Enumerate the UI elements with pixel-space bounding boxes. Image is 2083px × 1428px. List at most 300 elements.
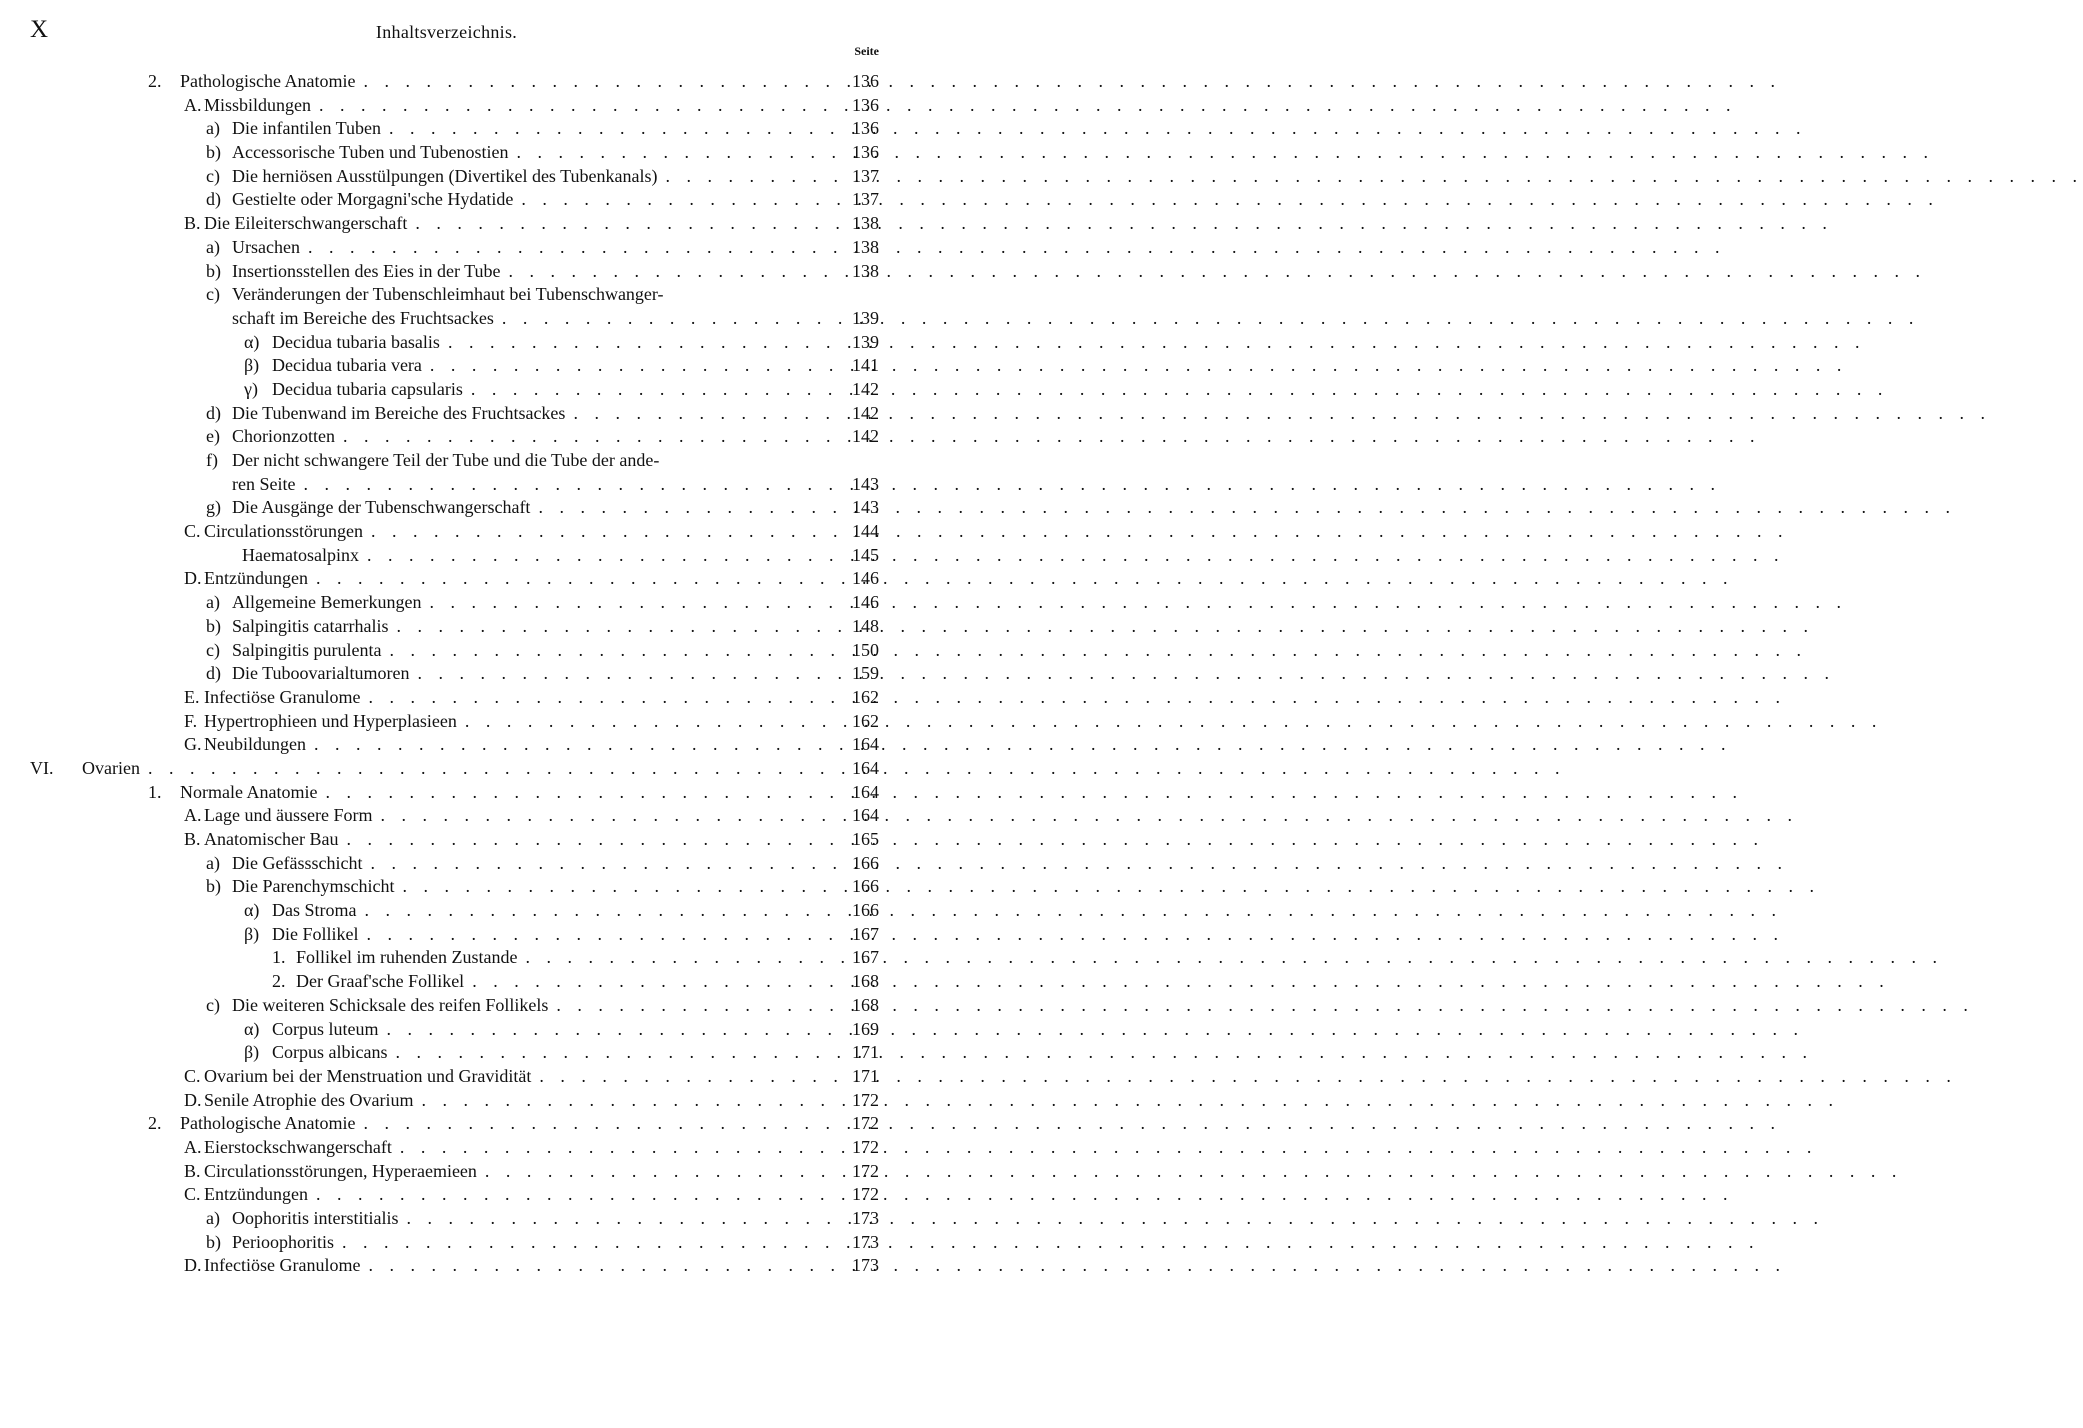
toc-entry (0, 520, 893, 544)
toc-entry-title: Perioophoritis (232, 1231, 334, 1252)
dot-leader (494, 307, 1920, 331)
toc-entry-page: 143 (852, 473, 879, 494)
toc-entry-number: G. (184, 734, 202, 755)
toc-entry-number: b) (206, 876, 221, 897)
toc-entry-title: Salpingitis catarrhalis (232, 615, 389, 636)
toc-entry-page: 172 (852, 1089, 879, 1110)
toc-entry-title: Decidua tubaria vera (272, 355, 422, 376)
toc-entry-page: 169 (852, 1018, 879, 1039)
toc-entry-number: α) (244, 331, 260, 352)
dot-leader (421, 591, 1847, 615)
toc-entry (0, 117, 893, 141)
toc-entry-number: 2. (148, 1113, 162, 1134)
toc-entry-title: Decidua tubaria basalis (272, 331, 440, 352)
toc-entry-title: Die Gefässschicht (232, 852, 363, 873)
toc-entry (0, 875, 893, 899)
toc-entry-line (232, 283, 825, 307)
toc-entry-line (204, 212, 825, 236)
toc-entry-line (232, 591, 825, 615)
toc-entry-title: Allgemeine Bemerkungen (232, 592, 422, 613)
dot-leader (295, 473, 1721, 497)
toc-entry-line (242, 544, 825, 568)
toc-entry (0, 354, 893, 378)
toc-entry-number: b) (206, 142, 221, 163)
toc-entry-line (232, 496, 825, 520)
toc-entry-line (204, 1160, 825, 1184)
toc-entry-title: Ovarium bei der Menstruation und Gravidität (204, 1065, 532, 1086)
toc-entry (0, 757, 893, 781)
toc-entry-title: Follikel im ruhenden Zustande (296, 947, 518, 968)
toc-entry-page: 143 (852, 497, 879, 518)
dot-leader (399, 1207, 1825, 1231)
toc-entry-line (204, 94, 825, 118)
toc-entry-line (232, 117, 825, 141)
dot-leader (379, 1018, 1805, 1042)
dot-leader (306, 733, 1732, 757)
toc-entry-line (180, 70, 825, 94)
toc-entry-title: Entzündungen (204, 1184, 308, 1205)
dot-leader (355, 70, 1781, 94)
toc-entry-page: 148 (852, 615, 879, 636)
toc-entry-number: d) (206, 189, 221, 210)
toc-entry-line (272, 899, 825, 923)
toc-entry-title: Senile Atrophie des Ovarium (204, 1089, 414, 1110)
dot-leader (440, 331, 1866, 355)
toc-entry-number: e) (206, 426, 220, 447)
toc-entry-line (232, 875, 825, 899)
toc-entry-title: Oophoritis interstitialis (232, 1208, 399, 1228)
toc-entry-page: 144 (852, 521, 879, 542)
dot-leader (362, 852, 1788, 876)
toc-entry (0, 1207, 893, 1231)
toc-entry-line (232, 994, 825, 1018)
toc-entry-number: 2. (272, 971, 286, 992)
toc-entry-page: 171 (852, 1042, 879, 1063)
toc-entry (0, 923, 893, 947)
toc-entry-title: Haematosalpinx (242, 544, 359, 565)
toc-entry-page: 172 (852, 1136, 879, 1157)
toc-entry-number: α) (244, 1018, 260, 1039)
toc-entry-page: 172 (852, 1160, 879, 1181)
toc-entry-line (296, 946, 825, 970)
toc-entry-title: Die Tubenwand im Bereiche des Fruchtsackes (232, 402, 566, 423)
toc-entry-title: Corpus albicans (272, 1042, 388, 1063)
toc-entry-line (272, 1018, 825, 1042)
dot-leader (381, 639, 1807, 663)
dot-leader (509, 141, 1935, 165)
toc-entry (0, 1136, 893, 1160)
toc-entry-line (82, 757, 825, 781)
toc-entry-title: Pathologische Anatomie (180, 1113, 356, 1134)
toc-entry (0, 781, 893, 805)
toc-entry-line (232, 307, 825, 331)
toc-entry-line (232, 141, 825, 165)
toc-entry-line (204, 1136, 825, 1160)
toc-entry-page: 166 (852, 900, 879, 921)
toc-entry-line (204, 567, 825, 591)
toc-entry-page: 162 (852, 686, 879, 707)
toc-entry-number: b) (206, 260, 221, 281)
toc-entry-title: Corpus luteum (272, 1018, 379, 1039)
toc-entry-title: Die Eileiterschwangerschaft (204, 213, 408, 234)
seite-column-label: Seite (854, 44, 879, 58)
toc-entry-number: A. (184, 1136, 202, 1157)
toc-entry (0, 591, 893, 615)
toc-entry-number: c) (206, 165, 220, 186)
toc-entry-page: 166 (852, 876, 879, 897)
dot-leader (392, 1136, 1818, 1160)
dot-leader (338, 828, 1764, 852)
toc-entry (0, 733, 893, 757)
toc-entry-number: b) (206, 615, 221, 636)
toc-entry (0, 710, 893, 734)
toc-entry-number: C. (184, 1184, 201, 1205)
dot-leader (422, 354, 1848, 378)
toc-entry-number: g) (206, 497, 221, 518)
toc-entry-line (272, 378, 825, 402)
toc-entry-page: 168 (852, 994, 879, 1015)
toc-entry-title: Pathologische Anatomie (180, 71, 356, 91)
dot-leader (410, 662, 1836, 686)
toc-entry (0, 567, 893, 591)
toc-entry-page: 141 (852, 355, 879, 376)
toc-entry-title: Die infantilen Tuben (232, 118, 381, 139)
dot-leader (360, 1254, 1786, 1278)
toc-entry-title: schaft im Bereiche des Fruchtsackes (232, 307, 494, 328)
toc-entry (0, 94, 893, 118)
toc-entry-number: B. (184, 829, 201, 849)
toc-entry-page: 168 (852, 971, 879, 992)
toc-entry-page: 136 (852, 118, 879, 139)
toc-entry-number: a) (206, 592, 220, 613)
toc-entry-line (204, 710, 825, 734)
toc-entry-number: B. (184, 213, 201, 234)
toc-entry (0, 615, 893, 639)
toc-entry (0, 141, 893, 165)
toc-entry-number: d) (206, 402, 221, 423)
toc-entry-line (204, 520, 825, 544)
toc-entry (0, 425, 893, 449)
dot-leader (381, 117, 1807, 141)
dot-leader (531, 1065, 1957, 1089)
toc-entry-line (232, 236, 825, 260)
dot-leader (363, 520, 1789, 544)
toc-entry-title: Circulationsstörungen (204, 521, 363, 542)
toc-entry-page: 167 (852, 923, 879, 944)
toc-entry (0, 165, 893, 189)
toc-entry-page: 142 (852, 378, 879, 399)
toc-entry-title: Anatomischer Bau (204, 829, 339, 849)
toc-entry-page: 164 (852, 805, 879, 826)
dot-leader (388, 615, 1814, 639)
toc-entry-number: C. (184, 1065, 201, 1086)
toc-entry (0, 994, 893, 1018)
toc-entry (0, 1160, 893, 1184)
toc-entry-title: Normale Anatomie (180, 781, 318, 802)
toc-entry-line (232, 615, 825, 639)
toc-entry-line (232, 639, 825, 663)
toc-entry-title: Hypertrophieen und Hyperplasieen (204, 710, 457, 731)
toc-entry-page: 164 (852, 781, 879, 802)
toc-entry-page: 162 (852, 710, 879, 731)
toc-entry-number: C. (184, 521, 201, 542)
toc-entry (0, 852, 893, 876)
toc-entry-line (272, 1041, 825, 1065)
toc-entry-line (232, 1207, 825, 1231)
toc-entry-title: Die herniösen Ausstülpungen (Divertikel des Tubenkanals) (232, 165, 658, 186)
toc-entry-line (204, 1254, 825, 1278)
toc-entry (0, 236, 893, 260)
toc-entry-number: F. (184, 710, 198, 731)
dot-leader (334, 1231, 1760, 1255)
toc-entry-line (204, 1065, 825, 1089)
toc-entry-page: 142 (852, 426, 879, 447)
toc-entry (0, 188, 893, 212)
toc-entry-number: a) (206, 852, 220, 873)
dot-leader (500, 260, 1926, 284)
toc-entry (0, 804, 893, 828)
toc-entry-page: 138 (852, 236, 879, 257)
toc-entry-title: Die Follikel (272, 923, 359, 944)
toc-entry-number: 1. (148, 781, 162, 802)
page-number: X (30, 16, 49, 43)
toc-entry-line (232, 402, 825, 426)
toc-entry-line (204, 686, 825, 710)
toc-entry-line (232, 188, 825, 212)
toc-entry (0, 1018, 893, 1042)
toc-entry-page: 164 (852, 734, 879, 755)
toc-entry-title: Ovarien (82, 757, 140, 778)
toc-entry-line (204, 733, 825, 757)
toc-entry-line (232, 449, 825, 473)
toc-entry-line (204, 1089, 825, 1113)
toc-entry-line (232, 852, 825, 876)
toc-entry-title: Infectiöse Granulome (204, 686, 361, 707)
toc-entry-page: 136 (852, 94, 879, 115)
toc-entry-number: c) (206, 639, 220, 660)
toc-entry-title: Das Stroma (272, 900, 357, 921)
dot-leader (513, 188, 1939, 212)
toc-entry-page: 137 (852, 165, 879, 186)
running-title: Inhaltsverzeichnis. (375, 22, 518, 42)
toc-entry (0, 212, 893, 236)
toc-entry-title: Decidua tubaria capsularis (272, 378, 463, 399)
toc-entry-page: 173 (852, 1208, 879, 1228)
toc-entry-title: Der nicht schwangere Teil der Tube und die Tube der ande- (232, 450, 660, 470)
toc-entry-number: β) (244, 923, 260, 944)
toc-entry-page: 137 (852, 189, 879, 210)
toc-entry-page: 138 (852, 213, 879, 234)
toc-entry (0, 283, 893, 307)
toc-entry (0, 1065, 893, 1089)
toc-entry-line (204, 804, 825, 828)
toc-entry-page: 136 (852, 71, 879, 91)
dot-leader (464, 970, 1890, 994)
toc-entry-page: 167 (852, 947, 879, 968)
toc-entry-line (232, 662, 825, 686)
toc-entry (0, 639, 893, 663)
toc-entry-number: c) (206, 284, 220, 305)
toc-entry (0, 828, 893, 852)
toc-entry-number: 1. (272, 947, 286, 968)
dot-leader (394, 875, 1820, 899)
toc-entry-line (232, 165, 825, 189)
toc-entry-page: 173 (852, 1255, 879, 1276)
toc-entry-number: VI. (30, 757, 54, 778)
toc-entry-title: Die Parenchymschicht (232, 876, 395, 897)
toc-entry-title: Neubildungen (204, 734, 306, 755)
dot-leader (360, 686, 1786, 710)
toc-entry (0, 1112, 893, 1136)
dot-leader (311, 94, 1737, 118)
toc-entry-line (204, 828, 825, 852)
toc-entry-title: Die Tuboovarialtumoren (232, 663, 410, 684)
toc-entry-title: Accessorische Tuben und Tubenostien (232, 142, 509, 163)
toc-entry-title: Infectiöse Granulome (204, 1255, 361, 1276)
toc-entry-number: D. (184, 1089, 202, 1110)
toc-entry-number: A. (184, 805, 202, 826)
toc-entry-number: D. (184, 1255, 202, 1276)
toc-entry (0, 899, 893, 923)
toc-entry-line (232, 473, 825, 497)
toc-entry-page: 172 (852, 1113, 879, 1134)
dot-leader (407, 212, 1833, 236)
toc-entry-number: d) (206, 663, 221, 684)
toc-entry-line (180, 781, 825, 805)
toc-entry-number: 2. (148, 71, 162, 91)
toc-entry-number: β) (244, 355, 260, 376)
toc-entry-number: D. (184, 568, 202, 589)
dot-leader (548, 994, 1974, 1018)
toc-entry-title: Der Graaf'sche Follikel (296, 971, 465, 992)
toc-entry (0, 260, 893, 284)
toc-entry-line (272, 331, 825, 355)
toc-entry-number: γ) (244, 378, 258, 399)
toc-entry (0, 1041, 893, 1065)
dot-leader (359, 923, 1785, 947)
dot-leader (300, 236, 1726, 260)
toc-entry (0, 662, 893, 686)
toc-entry-line (204, 1183, 825, 1207)
toc-entry-page: 145 (852, 544, 879, 565)
toc-entry-title: Die weiteren Schicksale des reifen Follikels (232, 994, 549, 1015)
toc-entry-number: a) (206, 236, 220, 257)
toc-entry-page: 166 (852, 852, 879, 873)
dot-leader (530, 496, 1956, 520)
toc-entry (0, 970, 893, 994)
toc-entry (0, 378, 893, 402)
toc-entry-title: Gestielte oder Morgagni'sche Hydatide (232, 189, 514, 210)
toc-entry-page: 164 (852, 757, 879, 778)
dot-leader (355, 1112, 1781, 1136)
toc-entry-page: 172 (852, 1184, 879, 1205)
toc-entry (0, 946, 893, 970)
dot-leader (413, 1089, 1839, 1113)
toc-entry-page: 139 (852, 331, 879, 352)
toc-entry (0, 1089, 893, 1113)
toc-entry (0, 70, 893, 94)
toc-entry-page: 146 (852, 568, 879, 589)
toc-entry (0, 1231, 893, 1255)
toc-entry-line (272, 923, 825, 947)
table-of-contents (0, 70, 893, 1278)
dot-leader (565, 402, 1991, 426)
toc-entry-title: ren Seite (232, 473, 296, 494)
toc-entry-line (232, 1231, 825, 1255)
toc-entry-line (272, 354, 825, 378)
toc-entry (0, 496, 893, 520)
dot-leader (317, 781, 1743, 805)
toc-entry-page: 159 (852, 663, 879, 684)
dot-leader (359, 544, 1785, 568)
toc-entry-title: Veränderungen der Tubenschleimhaut bei Tubenschwanger- (232, 284, 664, 305)
toc-entry (0, 686, 893, 710)
dot-leader (357, 899, 1783, 923)
dot-leader (335, 425, 1761, 449)
toc-entry-page: 138 (852, 260, 879, 281)
toc-entry-title: Missbildungen (204, 94, 312, 115)
toc-entry (0, 402, 893, 426)
toc-entry-number: β) (244, 1042, 260, 1063)
toc-entry (0, 1254, 893, 1278)
toc-entry-title: Entzündungen (204, 568, 308, 589)
toc-entry-title: Salpingitis purulenta (232, 639, 382, 660)
toc-entry-page: 142 (852, 402, 879, 423)
dot-leader (477, 1160, 1903, 1184)
toc-entry-line (232, 260, 825, 284)
toc-entry-page: 165 (852, 829, 879, 849)
toc-entry-title: Chorionzotten (232, 426, 335, 447)
toc-entry-number: a) (206, 118, 220, 139)
toc-entry-page: 171 (852, 1065, 879, 1086)
dot-leader (463, 378, 1889, 402)
toc-entry-number: B. (184, 1160, 201, 1181)
toc-entry-page: 146 (852, 592, 879, 613)
toc-entry-number: A. (184, 94, 202, 115)
toc-entry-page: 173 (852, 1231, 879, 1252)
toc-entry-title: Die Ausgänge der Tubenschwangerschaft (232, 497, 531, 518)
toc-entry (0, 1183, 893, 1207)
toc-entry-page: 139 (852, 307, 879, 328)
dot-leader (372, 804, 1798, 828)
toc-entry-page: 150 (852, 639, 879, 660)
toc-entry-number: f) (206, 450, 218, 470)
toc-entry (0, 307, 893, 331)
toc-entry-title: Lage und äussere Form (204, 805, 373, 826)
dot-leader (387, 1041, 1813, 1065)
toc-entry-line (180, 1112, 825, 1136)
toc-entry-number: b) (206, 1231, 221, 1252)
dot-leader (457, 710, 1883, 734)
toc-entry-title: Circulationsstörungen, Hyperaemieen (204, 1160, 477, 1181)
toc-entry-line (296, 970, 825, 994)
toc-entry-number: E. (184, 686, 200, 707)
toc-entry-number: α) (244, 900, 260, 921)
page-header (0, 14, 893, 48)
dot-leader (308, 567, 1734, 591)
toc-entry (0, 331, 893, 355)
toc-entry-number: a) (206, 1208, 220, 1228)
toc-entry-page: 136 (852, 142, 879, 163)
toc-entry (0, 544, 893, 568)
dot-leader (308, 1183, 1734, 1207)
toc-entry-title: Ursachen (232, 236, 300, 257)
toc-entry (0, 473, 893, 497)
toc-entry (0, 449, 893, 473)
toc-entry-line (232, 425, 825, 449)
dot-leader (517, 946, 1943, 970)
toc-entry-title: Insertionsstellen des Eies in der Tube (232, 260, 501, 281)
